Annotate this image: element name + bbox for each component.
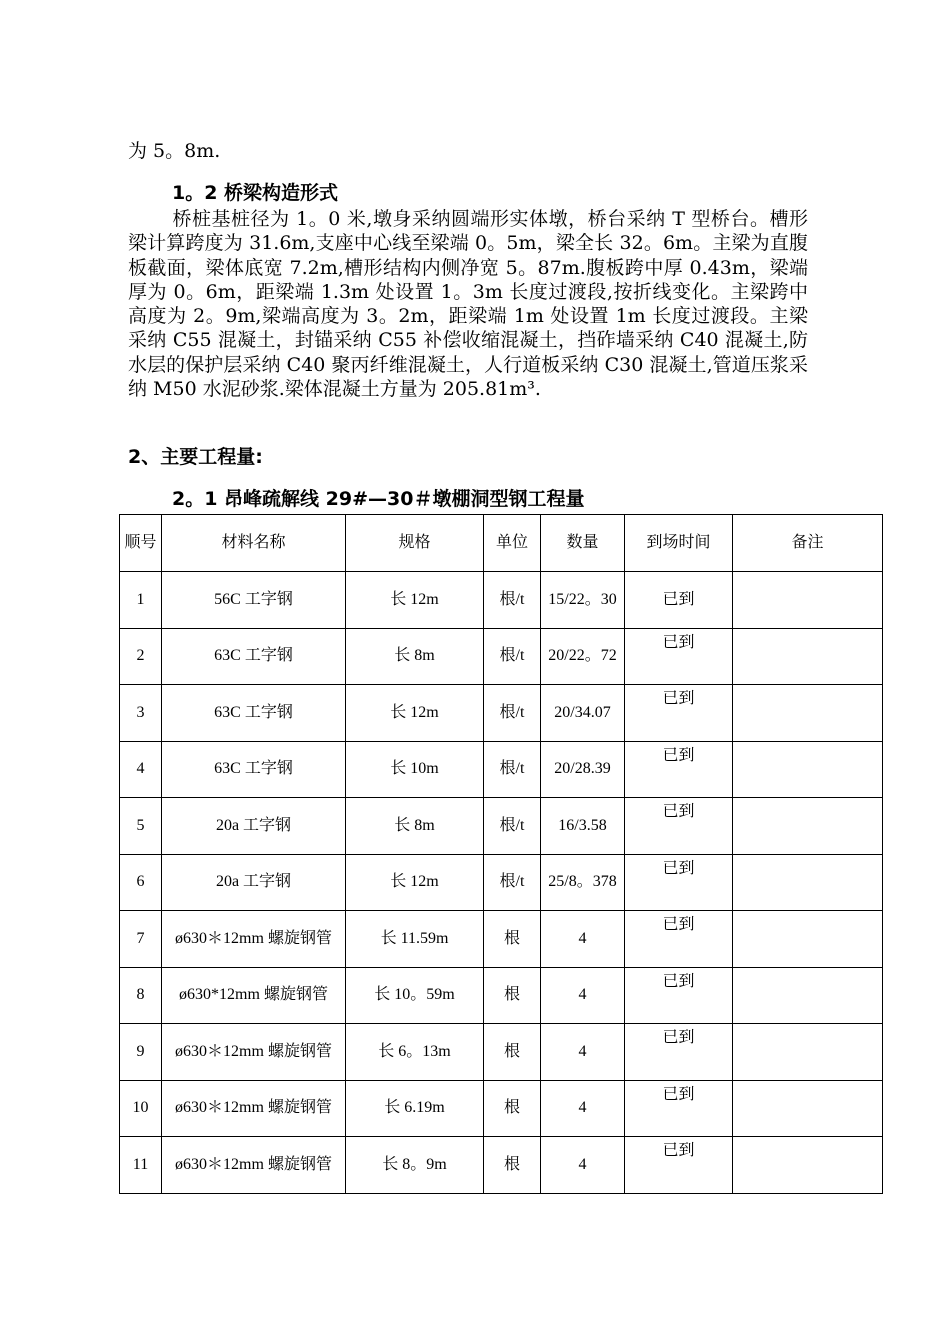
cell-arrival: 已到 — [625, 911, 733, 968]
cell-spec: 长 6.19m — [346, 1080, 484, 1137]
table-row — [120, 1024, 883, 1081]
cell-unit: 根 — [484, 1024, 541, 1081]
cell-arrival: 已到 — [625, 1024, 733, 1081]
cell-remark — [733, 1137, 883, 1194]
cell-arrival: 已到 — [625, 967, 733, 1024]
section-2-heading: 2、主要工程量: — [128, 446, 263, 468]
cell-material: ø630*12mm 螺旋钢管 — [162, 967, 346, 1024]
cell-material: ø630＊12mm 螺旋钢管 — [162, 1080, 346, 1137]
table-row — [120, 1137, 883, 1194]
table-row — [120, 798, 883, 855]
section-2-1-heading: 2。1 昂峰疏解线 29#—30＃墩棚洞型钢工程量 — [172, 488, 585, 510]
cell-unit: 根/t — [484, 854, 541, 911]
cell-remark — [733, 572, 883, 629]
quantity-table — [119, 514, 883, 1194]
cell-no: 2 — [120, 628, 162, 685]
cell-material: ø630＊12mm 螺旋钢管 — [162, 1024, 346, 1081]
cell-no: 6 — [120, 854, 162, 911]
cell-spec: 长 8。9m — [346, 1137, 484, 1194]
table-row — [120, 967, 883, 1024]
cell-spec: 长 6。13m — [346, 1024, 484, 1081]
cell-spec: 长 10。59m — [346, 967, 484, 1024]
cell-arrival: 已到 — [625, 1137, 733, 1194]
table-row — [120, 685, 883, 742]
table-header-row — [120, 515, 883, 572]
cell-spec: 长 8m — [346, 798, 484, 855]
cell-no: 8 — [120, 967, 162, 1024]
cell-spec: 长 12m — [346, 854, 484, 911]
section-1-2-heading: 1。2 桥梁构造形式 — [172, 182, 339, 204]
cell-unit: 根/t — [484, 685, 541, 742]
cell-material: 63C 工字钢 — [162, 685, 346, 742]
cell-quantity: 4 — [541, 1137, 625, 1194]
cell-remark — [733, 798, 883, 855]
cell-material: ø630＊12mm 螺旋钢管 — [162, 911, 346, 968]
cell-spec: 长 12m — [346, 685, 484, 742]
cell-no: 1 — [120, 572, 162, 629]
cell-spec: 长 10m — [346, 741, 484, 798]
cell-quantity: 20/34.07 — [541, 685, 625, 742]
cell-material: ø630＊12mm 螺旋钢管 — [162, 1137, 346, 1194]
header-cell: 材料名称 — [162, 515, 346, 572]
cell-arrival: 已到 — [625, 798, 733, 855]
cell-material: 20a 工字钢 — [162, 854, 346, 911]
cell-remark — [733, 1024, 883, 1081]
cell-spec: 长 12m — [346, 572, 484, 629]
cell-no: 4 — [120, 741, 162, 798]
cell-material: 63C 工字钢 — [162, 628, 346, 685]
cell-no: 7 — [120, 911, 162, 968]
header-cell: 顺号 — [120, 515, 162, 572]
table-row — [120, 741, 883, 798]
paragraph-text: 桥桩基桩径为 1。0 米,墩身采纳圆端形实体墩，桥台采纳 T 型桥台。槽形梁计算跨度为 31.6m,支座中心线至梁端 0。5m，梁全长 32。6m。主梁为直腹板截面，梁体底宽 7.2m,槽形结构内侧净宽 5。87m.腹板跨中厚 0.43m，梁端厚为 0。6m，距梁端 1.3m 处设置 1。3m 长度过渡段,按折线变化。主梁跨中高度为 2。9m,梁端高度为 3。2m，距梁端 1m 处设置 1m 长度过渡段。主梁采纳 C55 混凝土，封锚采纳 C55 补偿收缩混凝土，挡砟墙采纳 C40 混凝土,防水层的保护层采纳 C40 聚丙纤维混凝土，人行道板采纳 C30 混凝土,管道压浆采纳 M50 水泥砂浆.梁体混凝土方量为 205.81m³. — [128, 208, 808, 401]
cell-unit: 根 — [484, 967, 541, 1024]
cell-remark — [733, 911, 883, 968]
header-cell: 到场时间 — [625, 515, 733, 572]
cell-remark — [733, 628, 883, 685]
table-row — [120, 911, 883, 968]
cell-remark — [733, 1080, 883, 1137]
cell-arrival: 已到 — [625, 572, 733, 629]
cell-remark — [733, 854, 883, 911]
section-1-2-paragraph — [128, 207, 808, 401]
cell-unit: 根 — [484, 1080, 541, 1137]
cell-material: 56C 工字钢 — [162, 572, 346, 629]
cell-arrival: 已到 — [625, 854, 733, 911]
cell-arrival: 已到 — [625, 628, 733, 685]
cell-unit: 根 — [484, 911, 541, 968]
header-cell: 规格 — [346, 515, 484, 572]
table-row — [120, 572, 883, 629]
cell-unit: 根/t — [484, 741, 541, 798]
cell-quantity: 4 — [541, 967, 625, 1024]
cell-no: 9 — [120, 1024, 162, 1081]
cell-unit: 根/t — [484, 798, 541, 855]
cell-quantity: 4 — [541, 1080, 625, 1137]
cell-remark — [733, 685, 883, 742]
header-cell: 单位 — [484, 515, 541, 572]
table-row — [120, 1080, 883, 1137]
cell-arrival: 已到 — [625, 685, 733, 742]
cell-no: 3 — [120, 685, 162, 742]
cell-quantity: 20/28.39 — [541, 741, 625, 798]
cell-quantity: 4 — [541, 1024, 625, 1081]
cell-material: 20a 工字钢 — [162, 798, 346, 855]
table-row — [120, 628, 883, 685]
cell-unit: 根/t — [484, 572, 541, 629]
cell-no: 11 — [120, 1137, 162, 1194]
header-cell: 数量 — [541, 515, 625, 572]
cell-spec: 长 11.59m — [346, 911, 484, 968]
cell-no: 10 — [120, 1080, 162, 1137]
header-cell: 备注 — [733, 515, 883, 572]
cell-spec: 长 8m — [346, 628, 484, 685]
intro-tail-text: 为 5。8m. — [128, 140, 221, 162]
table-row — [120, 854, 883, 911]
cell-material: 63C 工字钢 — [162, 741, 346, 798]
cell-arrival: 已到 — [625, 1080, 733, 1137]
cell-unit: 根 — [484, 1137, 541, 1194]
cell-quantity: 4 — [541, 911, 625, 968]
cell-quantity: 16/3.58 — [541, 798, 625, 855]
cell-arrival: 已到 — [625, 741, 733, 798]
cell-quantity: 15/22。30 — [541, 572, 625, 629]
cell-remark — [733, 741, 883, 798]
cell-unit: 根/t — [484, 628, 541, 685]
cell-quantity: 25/8。378 — [541, 854, 625, 911]
cell-remark — [733, 967, 883, 1024]
cell-no: 5 — [120, 798, 162, 855]
cell-quantity: 20/22。72 — [541, 628, 625, 685]
